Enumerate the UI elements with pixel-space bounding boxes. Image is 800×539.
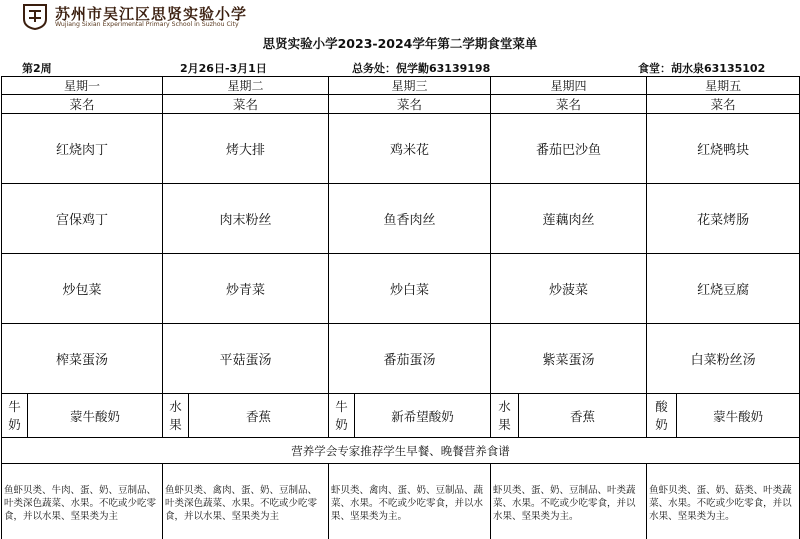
day-header: 星期四 — [491, 77, 647, 95]
extra-item: 新希望酸奶 — [355, 394, 491, 438]
dish-cell: 红烧豆腐 — [647, 254, 800, 324]
dish-header: 菜名 — [2, 95, 163, 114]
dish-cell: 炒白菜 — [329, 254, 491, 324]
extra-type-label: 牛 奶 — [2, 394, 28, 438]
week-label: 第2周 — [22, 62, 52, 75]
dish-cell: 白菜粉丝汤 — [647, 324, 800, 394]
extra-item: 蒙牛酸奶 — [677, 394, 800, 438]
extra-item: 香蕉 — [189, 394, 329, 438]
dish-cell: 炒包菜 — [2, 254, 163, 324]
recommendation-cell: 鱼虾贝类、牛肉、蛋、奶、豆制品、叶类深色蔬菜、水果。不吃或少吃零食，并以水果、坚果类为主 — [2, 464, 163, 539]
page-title: 思贤实验小学2023-2024学年第二学期食堂菜单 — [262, 36, 538, 51]
dish-cell: 烤大排 — [163, 114, 329, 184]
nutrition-title-row — [2, 438, 800, 464]
info-bar — [0, 58, 800, 76]
dish-header: 菜名 — [647, 95, 800, 114]
nutrition-title: 营养学会专家推荐学生早餐、晚餐营养食谱 — [2, 438, 800, 464]
dish-cell: 莲藕肉丝 — [491, 184, 647, 254]
dish-row — [2, 114, 800, 184]
head-office-contact: 总务处：倪学勤63139198 — [352, 62, 491, 75]
day-header: 星期二 — [163, 77, 329, 95]
dish-row — [2, 324, 800, 394]
dish-header: 菜名 — [163, 95, 329, 114]
dish-cell: 红烧鸭块 — [647, 114, 800, 184]
recommendation-cell: 虾贝类、禽肉、蛋、奶、豆制品、蔬菜、水果。不吃或少吃零食，并以水果、坚果类为主。 — [329, 464, 491, 539]
dish-header: 菜名 — [491, 95, 647, 114]
dish-header-row — [2, 95, 800, 114]
school-header — [0, 0, 800, 33]
day-header: 星期五 — [647, 77, 800, 95]
day-header: 星期一 — [2, 77, 163, 95]
recommendation-cell: 虾贝类、蛋、奶、豆制品、叶类蔬菜、水果。不吃或少吃零食，并以水果、坚果类为主。 — [491, 464, 647, 539]
dish-cell: 红烧肉丁 — [2, 114, 163, 184]
dish-cell: 平菇蛋汤 — [163, 324, 329, 394]
extra-type-label: 牛 奶 — [329, 394, 355, 438]
extra-item: 香蕉 — [519, 394, 647, 438]
dish-header: 菜名 — [329, 95, 491, 114]
dish-cell: 炒菠菜 — [491, 254, 647, 324]
day-header-row — [2, 77, 800, 95]
dish-cell: 鱼香肉丝 — [329, 184, 491, 254]
day-header: 星期三 — [329, 77, 491, 95]
canteen-contact: 食堂：胡水泉63135102 — [638, 62, 766, 75]
extra-type-label: 酸 奶 — [647, 394, 677, 438]
dish-row — [2, 254, 800, 324]
extras-row — [2, 394, 800, 438]
dish-cell: 花菜烤肠 — [647, 184, 800, 254]
recommendation-row — [2, 464, 800, 539]
dish-cell: 鸡米花 — [329, 114, 491, 184]
school-name: 苏州市吴江区思贤实验小学 — [55, 5, 248, 23]
recommendation-cell: 鱼虾贝类、禽肉、蛋、奶、豆制品、叶类深色蔬菜、水果。不吃或少吃零食，并以水果、坚果类为主 — [163, 464, 329, 539]
date-range: 2月26日-3月1日 — [180, 62, 267, 75]
dish-cell: 紫菜蛋汤 — [491, 324, 647, 394]
dish-cell: 宫保鸡丁 — [2, 184, 163, 254]
menu-table — [1, 76, 800, 539]
dish-cell: 榨菜蛋汤 — [2, 324, 163, 394]
recommendation-cell: 鱼虾贝类、蛋、奶、菇类、叶类蔬菜、水果。不吃或少吃零食，并以水果、坚果类为主。 — [647, 464, 800, 539]
dish-cell: 炒青菜 — [163, 254, 329, 324]
dish-cell: 番茄巴沙鱼 — [491, 114, 647, 184]
school-logo-icon — [22, 3, 48, 30]
dish-cell: 番茄蛋汤 — [329, 324, 491, 394]
school-name-en: Wujiang Sixian Experimental Primary School in Suzhou City — [55, 21, 239, 28]
extra-type-label: 水 果 — [163, 394, 189, 438]
extra-type-label: 水 果 — [491, 394, 519, 438]
dish-row — [2, 184, 800, 254]
extra-item: 蒙牛酸奶 — [28, 394, 163, 438]
dish-cell: 肉末粉丝 — [163, 184, 329, 254]
